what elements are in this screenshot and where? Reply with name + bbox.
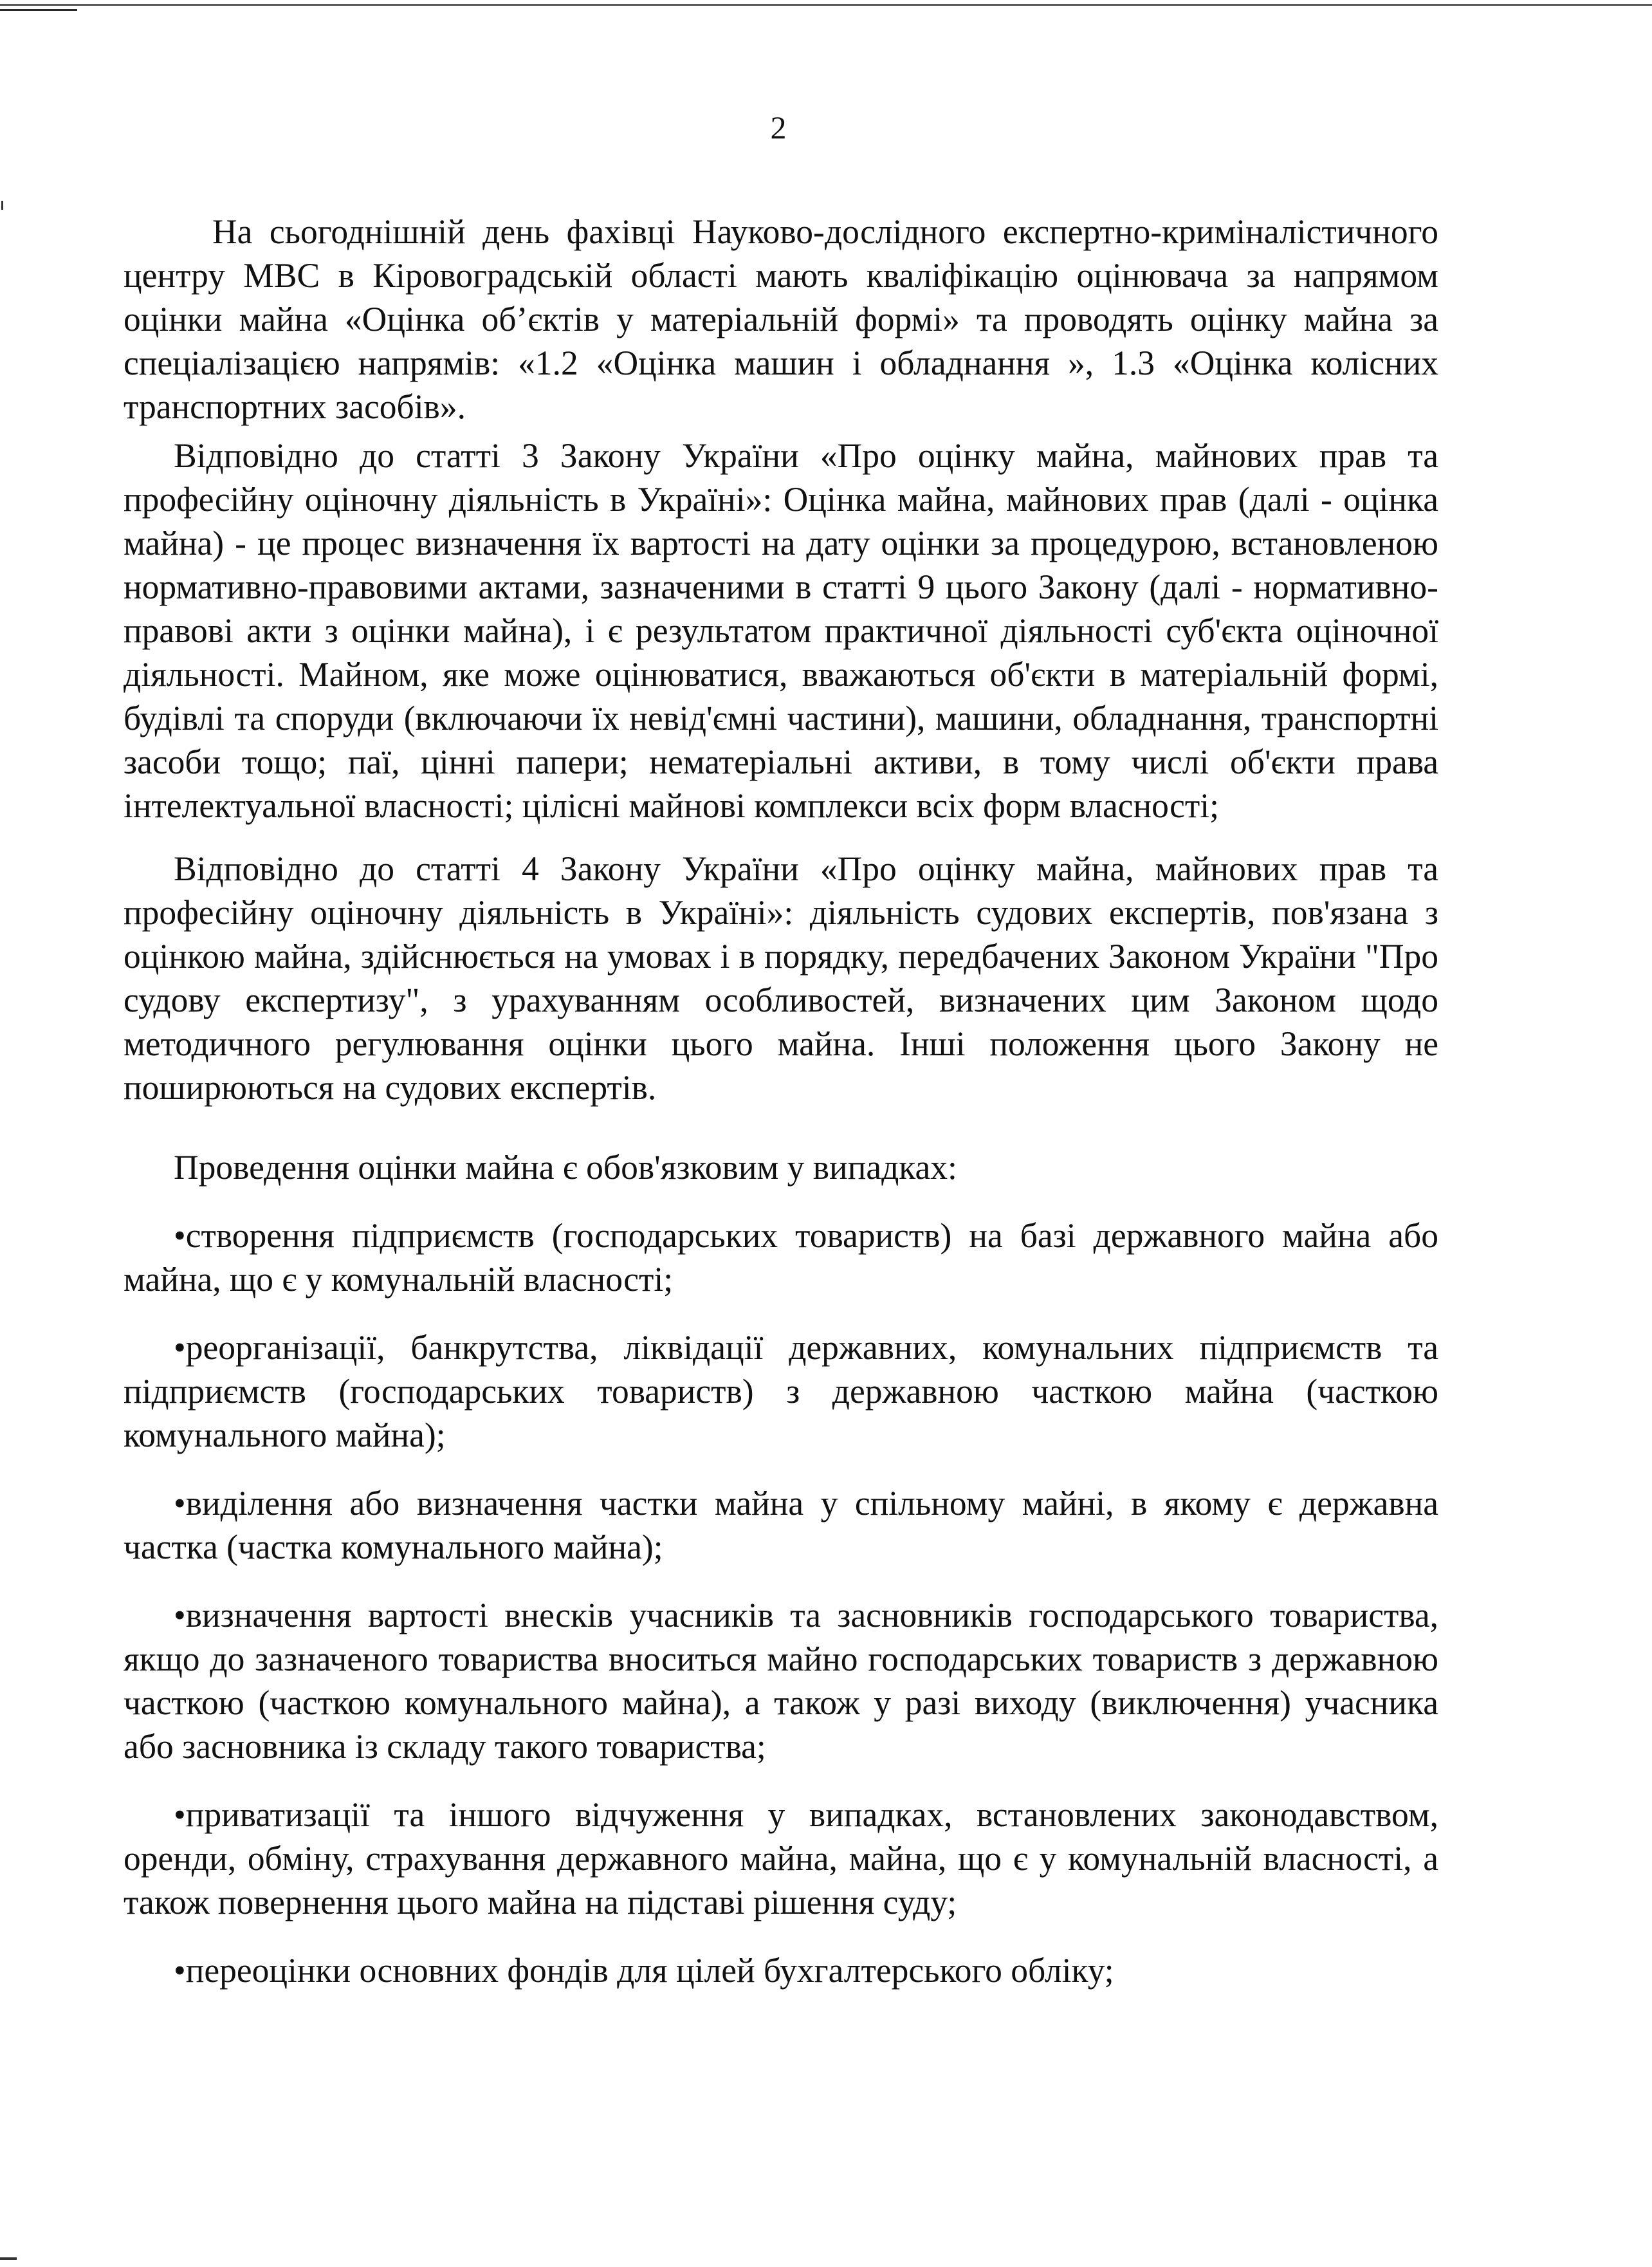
paragraph-article-3: Відповідно до статті 3 Закону України «Про оцінку майна, майнових прав та професійну оціночну діяльність в Україні»: Оцінка майна, майнових прав (далі - оцінка майна) - це процес визначення їх вартості на дату оцінки за процедурою, встановленою нормативно-правовими актами, зазначеними в статті 9 цього Закону (далі - нормативно-правові акти з оцінки майна), і є результатом практичної діяльності суб'єкта оціночної діяльності. Майном, яке може оцінюватися, вважаються об'єкти в матеріальній формі, будівлі та споруди (включаючи їх невід'ємні частини), машини, обладнання, транспортні засоби тощо; паї, цінні папери; нематеріальні активи, в тому числі об'єкти права інтелектуальної власності; цілісні майнові комплекси всіх форм власності;: [124, 436, 1438, 825]
list-item: •приватизації та іншого відчуження у випадках, встановлених законодавством, оренди, обміну, страхування державного майна, майна, що є у комунальній власності, а також повернення цього майна на підставі рішення суду;: [124, 1795, 1438, 1921]
document-body: [124, 210, 1438, 1992]
list-item: •реорганізації, банкрутства, ліквідації державних, комунальних підприємств та підприємств (господарських товариств) з державною часткою майна (часткою комунального майна);: [124, 1328, 1438, 1454]
list-item: •переоцінки основних фондів для цілей бухгалтерського обліку;: [174, 1951, 1114, 1990]
scan-edge-mark: [0, 9, 77, 11]
paragraph-article-4: Відповідно до статті 4 Закону України «Про оцінку майна, майнових прав та професійну оціночну діяльність в Україні»: діяльність судових експертів, пов'язана з оцінкою майна, здійснюється на умовах і в порядку, передбачених Законом України "Про судову експертизу", з урахуванням особливостей, визначених цим Законом щодо методичного регулювання оцінки цього майна. Інші положення цього Закону не поширюються на судових експертів.: [124, 849, 1438, 1107]
page-number: 2: [770, 109, 787, 145]
list-item: •визначення вартості внесків учасників та засновників господарського товариства, якщо до зазначеного товариства вноситься майно господарських товариств з державною часткою (часткою комунального майна), а також у разі виходу (виключення) учасника або засновника із складу такого товариства;: [124, 1596, 1438, 1766]
list-item: •виділення або визначення частки майна у спільному майні, в якому є державна частка (частка комунального майна);: [124, 1484, 1438, 1566]
paragraph-evaluator-qualification: На сьогоднішній день фахівці Науково-дослідного експертно-криміналістичного центру МВС в Кіровоградській області мають кваліфікацію оцінювача за напрямом оцінки майна «Оцінка об’єктів у матеріальній формі» та проводять оцінку майна за спеціалізацією напрямів: «1.2 «Оцінка машин і обладнання », 1.3 «Оцінка колісних транспортних засобів».: [124, 212, 1438, 426]
scan-edge-top: [0, 4, 1652, 6]
paragraph-mandatory-cases-intro: Проведення оцінки майна є обов'язковим у випадках:: [174, 1148, 957, 1187]
scan-corner-mark: [0, 2257, 17, 2260]
mandatory-cases-list: [124, 1214, 1438, 1992]
scan-margin-mark: [1, 201, 7, 210]
list-item: •створення підприємств (господарських товариств) на базі державного майна або майна, що є у комунальній власності;: [124, 1216, 1438, 1299]
